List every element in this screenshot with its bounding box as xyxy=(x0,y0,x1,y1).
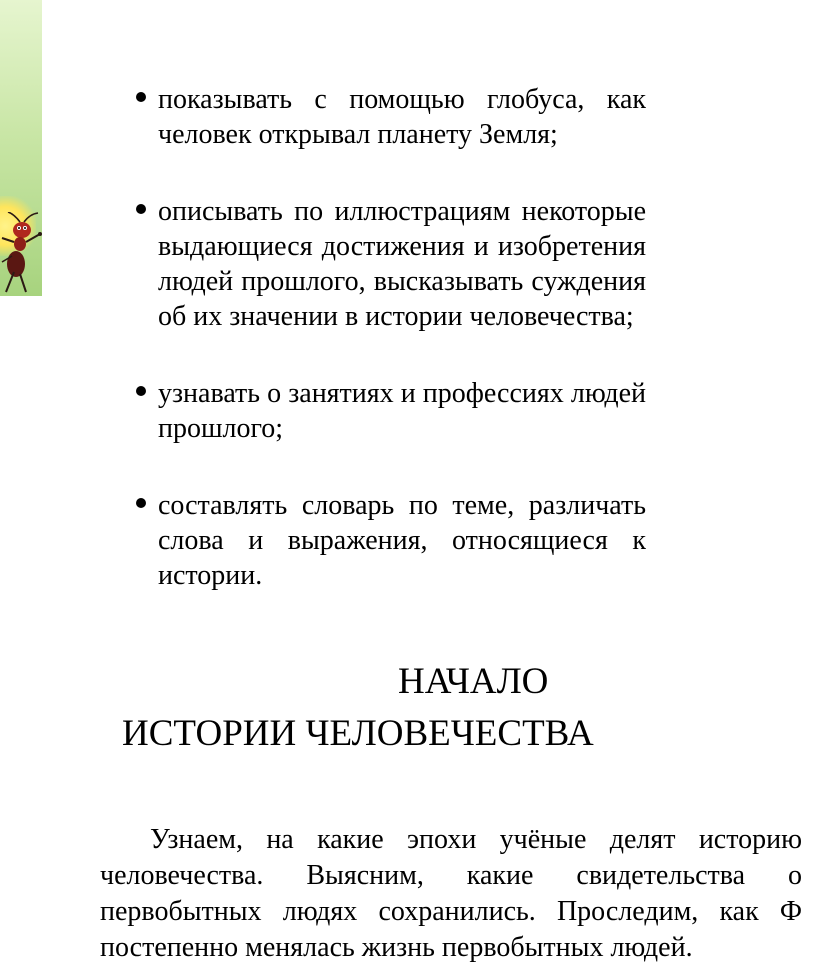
intro-paragraph: Узнаем, на какие эпохи учёные делят историю человечества. Выясним, какие свидетельства о первобытных людях сохранились. Проследим, как Ф постепенно менялась жизнь первобытных людей. xyxy=(100,824,802,963)
learning-goals-list xyxy=(128,82,646,593)
list-item xyxy=(128,194,646,334)
ant-icon xyxy=(0,212,42,294)
bullet-icon xyxy=(136,92,146,102)
list-item-text: составлять словарь по теме, различать слова и выражения, относящиеся к истории. xyxy=(158,490,646,591)
bullet-icon xyxy=(136,498,146,508)
decorative-side-strip xyxy=(0,0,42,296)
section-title-line-1: НАЧАЛО xyxy=(398,661,549,702)
section-title-line-2: ИСТОРИИ ЧЕЛОВЕЧЕСТВА xyxy=(122,713,594,754)
bullet-icon xyxy=(136,386,146,396)
list-item-text: узнавать о занятиях и профессиях людей прошлого; xyxy=(158,378,646,444)
list-item xyxy=(128,82,646,152)
list-item xyxy=(128,376,646,446)
bullet-icon xyxy=(136,204,146,214)
list-item-text: показывать с помощью глобуса, как человек открывал планету Земля; xyxy=(158,84,646,150)
list-item-text: описывать по иллюстрациям некоторые выдающиеся достижения и изобретения людей прошлого, высказывать суждения об их значении в истории человечества; xyxy=(158,196,646,332)
list-item xyxy=(128,488,646,593)
